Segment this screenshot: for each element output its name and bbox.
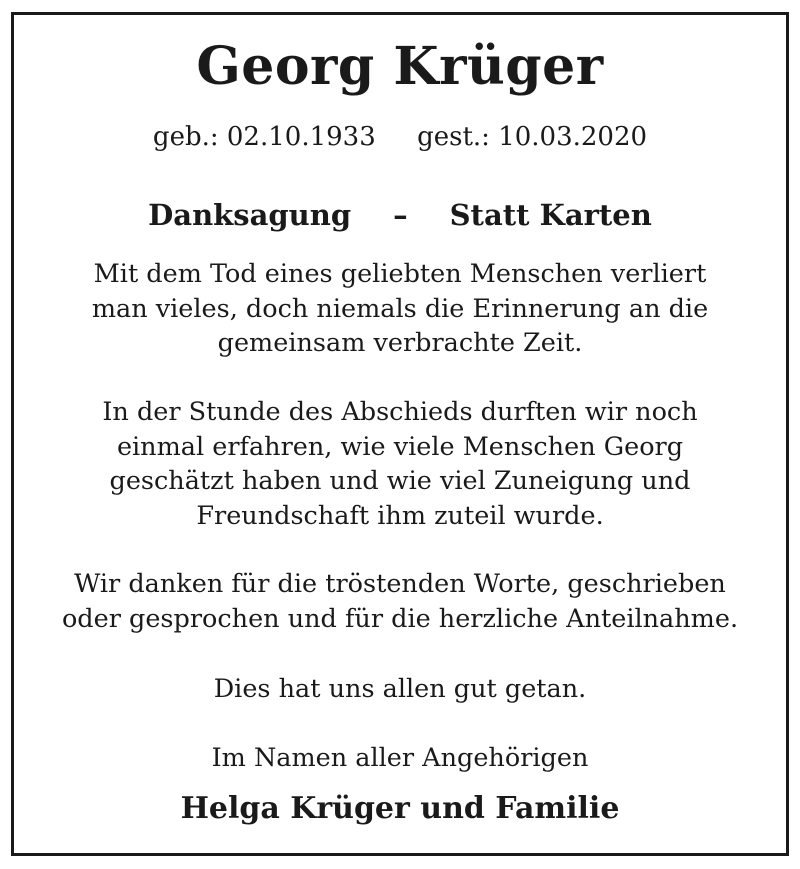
paragraph-memory xyxy=(14,257,786,361)
heading-dash: – xyxy=(393,198,408,232)
paragraph-comfort: Dies hat uns allen gut getan. xyxy=(213,674,587,704)
death-date: gest.: 10.03.2020 xyxy=(417,122,648,152)
heading-thanks: Danksagung xyxy=(148,198,352,232)
paragraph-line: gemeinsam verbrachte Zeit. xyxy=(217,328,583,358)
paragraph-farewell xyxy=(14,395,786,533)
notice-heading xyxy=(14,197,786,233)
paragraph-line: Wir danken für die tröstenden Worte, geschrieben xyxy=(74,569,726,599)
paragraph-line: Mit dem Tod eines geliebten Menschen verliert xyxy=(93,259,707,289)
paragraph-line: oder gesprochen und für die herzliche Anteilnahme. xyxy=(61,603,739,634)
heading-no-cards: Statt Karten xyxy=(449,198,652,232)
paragraph-thanks xyxy=(14,567,786,636)
life-dates xyxy=(14,121,786,153)
paragraph-line: einmal erfahren, wie viele Menschen Georg xyxy=(116,431,684,462)
paragraph-line: In der Stunde des Abschieds durften wir noch xyxy=(102,397,698,427)
paragraph-line: geschätzt haben und wie viel Zuneigung und xyxy=(109,466,691,496)
paragraph-line: Freundschaft ihm zuteil wurde. xyxy=(196,500,604,531)
deceased-name: Georg Krüger xyxy=(196,36,604,97)
birth-date: geb.: 02.10.1933 xyxy=(152,122,376,152)
signature: Helga Krüger und Familie xyxy=(180,791,620,826)
paragraph-line: man vieles, doch niemals die Erinnerung an die xyxy=(91,293,709,324)
closing-line: Im Namen aller Angehörigen xyxy=(211,743,589,773)
